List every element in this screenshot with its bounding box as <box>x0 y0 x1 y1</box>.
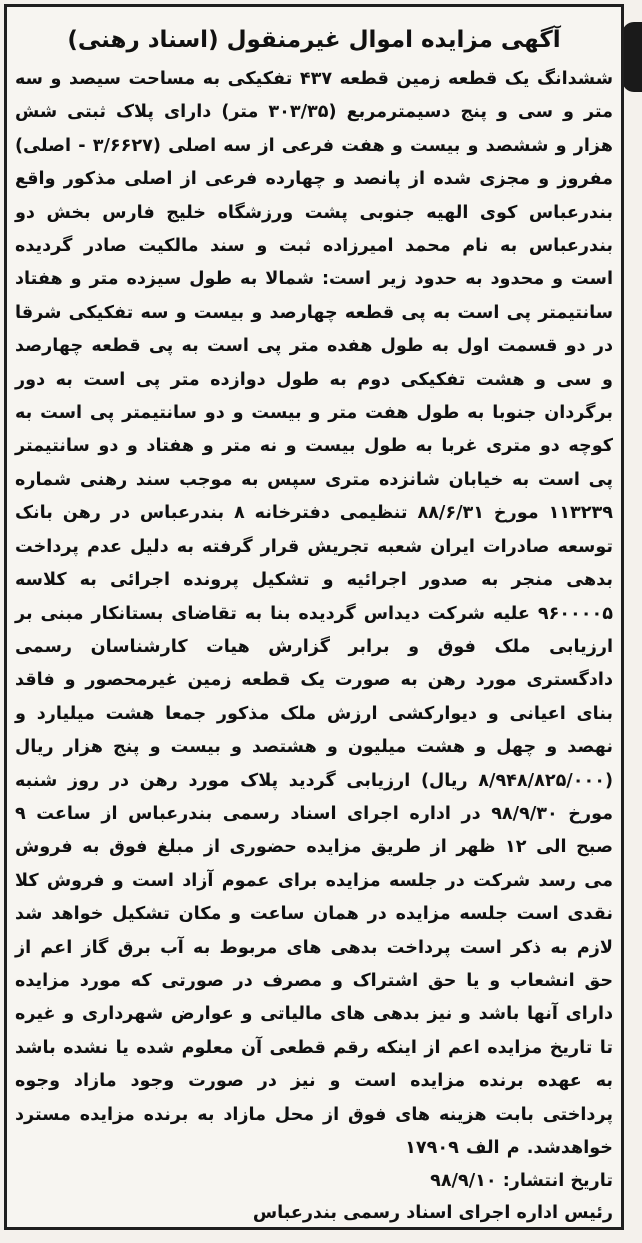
notice-footer <box>15 1165 613 1229</box>
auction-notice-content <box>15 15 614 1224</box>
notice-title: آگهی مزایده اموال غیرمنقول (اسناد رهنی) <box>67 27 561 53</box>
signature-line: رئیس اداره اجرای اسناد رسمی بندرعباس <box>252 1203 613 1224</box>
auction-notice <box>4 4 624 1230</box>
publish-date: تاریخ انتشار: ۹۸/۹/۱۰ <box>430 1171 613 1192</box>
notice-body: ششدانگ یک قطعه زمین قطعه ۴۳۷ تفکیکی به مساحت سیصد و سه متر و سی و پنج دسیمترمربع (۳۰۳/۳۵ متر) دارای پلاک ثبتی شش هزار و ششصد و بیست و هفت فرعی از سه اصلی (۳/۶۶۲۷ - اصلی) مفروز و مجزی شده از پانصد و چهارده فرعی از اصلی مذکور واقع بندرعباس کوی الهیه جنوبی پشت ورزشگاه خلیج فارس بخش دو بندرعباس به نام محمد امیرزاده ثبت و سند مالکیت صادر گردیده است و محدود به حدود زیر است: شمالا به طول سیزده متر و هفتاد سانتیمتر پی است به پی قطعه چهارصد و بیست و سه تفکیکی شرقا در دو قسمت اول به طول هفده متر پی است به پی قطعه چهارصد و سی و هشت تفکیکی دوم به طول دوازده متر پی است به دور برگردان جنوبا به طول هفت متر و بیست و دو سانتیمتر پی است به کوچه دو متری غربا به طول بیست و نه متر و هفتاد و دو سانتیمتر پی است به خیابان شانزده متری سپس به موجب سند رهنی شماره ۱۱۳۲۳۹ مورخ ۸۸/۶/۳۱ تنظیمی دفترخانه ۸ بندرعباس در رهن بانک توسعه صادرات ایران شعبه تجریش قرار گرفته به دلیل عدم پرداخت بدهی منجر به صدور اجرائیه و تشکیل پرونده اجرائی به کلاسه ۹۶۰۰۰۰۵ علیه شرکت دیداس گردیده بنا به تقاضای بستانکار مبنی بر ارزیابی ملک فوق و برابر گزارش هیات کارشناسان رسمی دادگستری مورد رهن به صورت یک قطعه زمین غیرمحصور و فاقد بنای اعیانی و دیوارکشی ارزش ملک مذکور جمعا هشت میلیارد و نهصد و چهل و هشت میلیون و هشتصد و بیست و پنج هزار ریال (۸/۹۴۸/۸۲۵/۰۰۰ ریال) ارزیابی گردید پلاک مورد رهن در روز شنبه مورخ ۹۸/۹/۳۰ در اداره اجرای اسناد رسمی بندرعباس از ساعت ۹ صبح الی ۱۲ ظهر از طریق مزایده حضوری از مبلغ فوق به فروش می رسد شرکت در جلسه مزایده برای عموم آزاد است و فروش کلا نقدی است جلسه مزایده در همان ساعت و مکان تشکیل خواهد شد لازم به ذکر است پرداخت بدهی های مربوط به آب برق گاز اعم از حق انشعاب و یا حق اشتراک و مصرف در صورتی که مورد مزایده دارای آنها باشد و نیز بدهی های مالیاتی و عوارض شهرداری و غیره تا تاریخ مزایده اعم از اینکه رقم قطعی آن معلوم شده یا نشده باشد به عهده برنده مزایده است و نیز در صورت وجود مازاد وجوه پرداختی بابت هزینه های فوق از محل مازاد به برنده مزایده مسترد خواهدشد. م الف ۱۷۹۰۹ <box>15 69 614 1158</box>
page-edge-tab <box>622 22 642 92</box>
